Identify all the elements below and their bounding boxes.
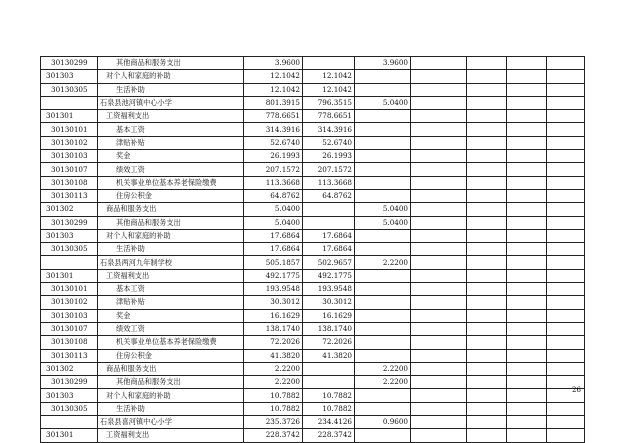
cell-empty xyxy=(467,296,507,309)
cell-total: 193.9548 xyxy=(244,283,303,296)
cell-project xyxy=(355,163,411,176)
cell-total: 12.1042 xyxy=(244,70,303,83)
cell-empty xyxy=(547,150,585,163)
cell-empty xyxy=(507,96,547,109)
cell-empty xyxy=(507,389,547,402)
cell-basic xyxy=(303,362,355,375)
cell-code: 301302 xyxy=(41,362,98,375)
cell-empty xyxy=(467,269,507,282)
cell-name: 津贴补贴 xyxy=(98,136,244,149)
cell-code: 30130103 xyxy=(41,150,98,163)
cell-project: 5.0400 xyxy=(355,216,411,229)
table-row xyxy=(41,389,585,402)
cell-empty xyxy=(467,110,507,123)
cell-empty xyxy=(411,123,467,136)
page-number: 26 xyxy=(572,386,581,394)
cell-code: 30130299 xyxy=(41,376,98,389)
cell-empty xyxy=(507,123,547,136)
cell-project xyxy=(355,83,411,96)
cell-code: 301301 xyxy=(41,429,98,442)
table-row xyxy=(41,322,585,335)
cell-name: 工资福利支出 xyxy=(98,110,244,123)
cell-empty xyxy=(411,70,467,83)
cell-empty xyxy=(467,150,507,163)
cell-code: 30130107 xyxy=(41,322,98,335)
cell-project xyxy=(355,349,411,362)
cell-empty xyxy=(507,176,547,189)
cell-basic: 17.6864 xyxy=(303,243,355,256)
cell-name: 绩效工资 xyxy=(98,322,244,335)
cell-project xyxy=(355,402,411,415)
cell-name: 生活补助 xyxy=(98,243,244,256)
cell-empty xyxy=(547,203,585,216)
cell-project xyxy=(355,70,411,83)
cell-empty xyxy=(547,229,585,242)
table-row xyxy=(41,110,585,123)
table-row xyxy=(41,349,585,362)
cell-basic: 193.9548 xyxy=(303,283,355,296)
cell-empty xyxy=(547,243,585,256)
cell-name: 基本工资 xyxy=(98,283,244,296)
cell-empty xyxy=(547,416,585,429)
cell-empty xyxy=(411,349,467,362)
cell-total: 12.1042 xyxy=(244,83,303,96)
table-row xyxy=(41,189,585,202)
cell-empty xyxy=(411,402,467,415)
cell-project xyxy=(355,322,411,335)
cell-empty xyxy=(467,336,507,349)
cell-project xyxy=(355,296,411,309)
table-row xyxy=(41,416,585,429)
cell-empty xyxy=(507,150,547,163)
cell-empty xyxy=(411,389,467,402)
cell-name: 其他商品和服务支出 xyxy=(98,57,244,70)
cell-empty xyxy=(547,256,585,269)
cell-empty xyxy=(507,376,547,389)
cell-name: 商品和服务支出 xyxy=(98,203,244,216)
cell-empty xyxy=(411,136,467,149)
cell-code: 30130102 xyxy=(41,296,98,309)
cell-empty xyxy=(507,296,547,309)
cell-basic: 796.3515 xyxy=(303,96,355,109)
cell-basic: 502.9657 xyxy=(303,256,355,269)
cell-empty xyxy=(467,389,507,402)
table-row xyxy=(41,163,585,176)
cell-empty xyxy=(411,163,467,176)
cell-empty xyxy=(507,229,547,242)
cell-empty xyxy=(467,402,507,415)
cell-project xyxy=(355,429,411,442)
cell-basic: 17.6864 xyxy=(303,229,355,242)
cell-total: 492.1775 xyxy=(244,269,303,282)
cell-empty xyxy=(411,229,467,242)
cell-empty xyxy=(467,163,507,176)
cell-empty xyxy=(467,189,507,202)
cell-total: 5.0400 xyxy=(244,216,303,229)
cell-empty xyxy=(547,336,585,349)
cell-basic: 113.3668 xyxy=(303,176,355,189)
cell-empty xyxy=(507,336,547,349)
cell-empty xyxy=(411,283,467,296)
cell-project: 3.9600 xyxy=(355,57,411,70)
cell-basic xyxy=(303,203,355,216)
cell-name: 对个人和家庭的补助 xyxy=(98,229,244,242)
cell-empty xyxy=(467,123,507,136)
cell-basic xyxy=(303,216,355,229)
cell-total: 778.6651 xyxy=(244,110,303,123)
table-row xyxy=(41,216,585,229)
cell-project: 0.9600 xyxy=(355,416,411,429)
cell-empty xyxy=(547,83,585,96)
cell-empty xyxy=(507,163,547,176)
cell-empty xyxy=(507,322,547,335)
cell-project xyxy=(355,309,411,322)
cell-empty xyxy=(411,110,467,123)
cell-empty xyxy=(467,229,507,242)
cell-empty xyxy=(547,349,585,362)
cell-basic: 72.2026 xyxy=(303,336,355,349)
cell-project: 2.2200 xyxy=(355,362,411,375)
cell-empty xyxy=(507,203,547,216)
cell-code: 30130101 xyxy=(41,283,98,296)
cell-name: 石泉县池河镇中心小学 xyxy=(98,96,244,109)
table-row xyxy=(41,243,585,256)
cell-project xyxy=(355,176,411,189)
cell-empty xyxy=(507,402,547,415)
cell-total: 17.6864 xyxy=(244,229,303,242)
cell-total: 26.1993 xyxy=(244,150,303,163)
cell-empty xyxy=(507,256,547,269)
cell-basic: 314.3916 xyxy=(303,123,355,136)
cell-empty xyxy=(507,57,547,70)
table-row xyxy=(41,229,585,242)
cell-empty xyxy=(507,243,547,256)
table-row xyxy=(41,57,585,70)
cell-empty xyxy=(467,243,507,256)
cell-empty xyxy=(467,176,507,189)
table-row xyxy=(41,269,585,282)
cell-name: 机关事业单位基本养老保险缴费 xyxy=(98,336,244,349)
cell-total: 801.3915 xyxy=(244,96,303,109)
cell-project xyxy=(355,269,411,282)
table-row xyxy=(41,376,585,389)
cell-total: 207.1572 xyxy=(244,163,303,176)
cell-empty xyxy=(411,256,467,269)
cell-code xyxy=(41,256,98,269)
cell-basic xyxy=(303,376,355,389)
cell-name: 生活补助 xyxy=(98,83,244,96)
cell-project: 2.2200 xyxy=(355,256,411,269)
cell-basic: 207.1572 xyxy=(303,163,355,176)
cell-project: 5.0400 xyxy=(355,96,411,109)
cell-code: 30130113 xyxy=(41,189,98,202)
cell-empty xyxy=(467,136,507,149)
cell-empty xyxy=(467,362,507,375)
cell-code: 30130113 xyxy=(41,349,98,362)
cell-empty xyxy=(547,216,585,229)
cell-empty xyxy=(467,416,507,429)
cell-empty xyxy=(547,269,585,282)
cell-code: 301303 xyxy=(41,389,98,402)
table-row xyxy=(41,136,585,149)
cell-basic: 234.4126 xyxy=(303,416,355,429)
cell-empty xyxy=(547,283,585,296)
table-row xyxy=(41,123,585,136)
cell-total: 30.3012 xyxy=(244,296,303,309)
table-row xyxy=(41,203,585,216)
table-row xyxy=(41,429,585,442)
cell-empty xyxy=(507,349,547,362)
cell-total: 16.1629 xyxy=(244,309,303,322)
cell-empty xyxy=(411,416,467,429)
cell-empty xyxy=(411,83,467,96)
cell-empty xyxy=(467,83,507,96)
cell-empty xyxy=(547,96,585,109)
cell-project xyxy=(355,136,411,149)
table-row xyxy=(41,176,585,189)
cell-code: 301303 xyxy=(41,70,98,83)
cell-basic: 138.1740 xyxy=(303,322,355,335)
cell-project xyxy=(355,110,411,123)
cell-project xyxy=(355,243,411,256)
cell-total: 10.7882 xyxy=(244,389,303,402)
table-row xyxy=(41,283,585,296)
cell-code: 30130305 xyxy=(41,83,98,96)
cell-empty xyxy=(411,376,467,389)
cell-total: 2.2200 xyxy=(244,376,303,389)
cell-code: 30130103 xyxy=(41,309,98,322)
cell-empty xyxy=(547,429,585,442)
cell-name: 商品和服务支出 xyxy=(98,362,244,375)
cell-empty xyxy=(467,322,507,335)
cell-basic: 41.3820 xyxy=(303,349,355,362)
cell-empty xyxy=(411,309,467,322)
table-row xyxy=(41,336,585,349)
cell-basic: 52.6740 xyxy=(303,136,355,149)
cell-basic: 30.3012 xyxy=(303,296,355,309)
table-row xyxy=(41,96,585,109)
table-row xyxy=(41,70,585,83)
cell-project: 2.2200 xyxy=(355,376,411,389)
cell-empty xyxy=(467,70,507,83)
cell-name: 工资福利支出 xyxy=(98,269,244,282)
cell-code xyxy=(41,96,98,109)
cell-name: 石泉县喜河镇中心小学 xyxy=(98,416,244,429)
cell-code: 301301 xyxy=(41,269,98,282)
cell-name: 住房公积金 xyxy=(98,349,244,362)
cell-project xyxy=(355,189,411,202)
cell-basic: 10.7882 xyxy=(303,402,355,415)
cell-empty xyxy=(547,70,585,83)
cell-project xyxy=(355,150,411,163)
cell-empty xyxy=(507,416,547,429)
cell-code: 30130299 xyxy=(41,57,98,70)
cell-project xyxy=(355,123,411,136)
table-body xyxy=(41,57,585,443)
cell-empty xyxy=(411,176,467,189)
cell-name: 奖金 xyxy=(98,309,244,322)
cell-empty xyxy=(547,136,585,149)
cell-name: 工资福利支出 xyxy=(98,429,244,442)
cell-code: 30130305 xyxy=(41,402,98,415)
cell-empty xyxy=(411,203,467,216)
cell-empty xyxy=(547,296,585,309)
cell-empty xyxy=(507,83,547,96)
cell-code: 30130102 xyxy=(41,136,98,149)
cell-empty xyxy=(547,322,585,335)
cell-empty xyxy=(547,402,585,415)
cell-code: 301302 xyxy=(41,203,98,216)
cell-empty xyxy=(411,189,467,202)
cell-empty xyxy=(411,322,467,335)
cell-empty xyxy=(467,57,507,70)
cell-empty xyxy=(507,216,547,229)
cell-total: 52.6740 xyxy=(244,136,303,149)
cell-empty xyxy=(467,203,507,216)
cell-empty xyxy=(411,243,467,256)
cell-empty xyxy=(467,96,507,109)
cell-total: 72.2026 xyxy=(244,336,303,349)
cell-project xyxy=(355,229,411,242)
cell-name: 机关事业单位基本养老保险缴费 xyxy=(98,176,244,189)
cell-total: 3.9600 xyxy=(244,57,303,70)
cell-total: 17.6864 xyxy=(244,243,303,256)
cell-name: 对个人和家庭的补助 xyxy=(98,389,244,402)
cell-code: 30130108 xyxy=(41,176,98,189)
cell-total: 113.3668 xyxy=(244,176,303,189)
cell-name: 津贴补贴 xyxy=(98,296,244,309)
cell-name: 其他商品和服务支出 xyxy=(98,216,244,229)
table-row xyxy=(41,150,585,163)
cell-empty xyxy=(547,57,585,70)
cell-basic xyxy=(303,57,355,70)
cell-empty xyxy=(507,429,547,442)
cell-empty xyxy=(547,163,585,176)
cell-basic: 12.1042 xyxy=(303,83,355,96)
cell-empty xyxy=(547,189,585,202)
cell-project: 5.0400 xyxy=(355,203,411,216)
cell-basic: 16.1629 xyxy=(303,309,355,322)
cell-total: 41.3820 xyxy=(244,349,303,362)
cell-name: 住房公积金 xyxy=(98,189,244,202)
cell-basic: 228.3742 xyxy=(303,429,355,442)
cell-total: 64.8762 xyxy=(244,189,303,202)
cell-code: 30130107 xyxy=(41,163,98,176)
table-row xyxy=(41,256,585,269)
cell-empty xyxy=(547,309,585,322)
cell-name: 生活补助 xyxy=(98,402,244,415)
cell-name: 石泉县两河九年制学校 xyxy=(98,256,244,269)
cell-total: 10.7882 xyxy=(244,402,303,415)
cell-total: 235.3726 xyxy=(244,416,303,429)
table-row xyxy=(41,309,585,322)
cell-total: 228.3742 xyxy=(244,429,303,442)
cell-empty xyxy=(507,189,547,202)
cell-empty xyxy=(411,429,467,442)
cell-basic: 778.6651 xyxy=(303,110,355,123)
cell-basic: 64.8762 xyxy=(303,189,355,202)
cell-empty xyxy=(411,57,467,70)
cell-empty xyxy=(411,216,467,229)
cell-basic: 12.1042 xyxy=(303,70,355,83)
cell-basic: 10.7882 xyxy=(303,389,355,402)
cell-empty xyxy=(547,123,585,136)
cell-basic: 26.1993 xyxy=(303,150,355,163)
cell-name: 奖金 xyxy=(98,150,244,163)
cell-total: 314.3916 xyxy=(244,123,303,136)
table-row xyxy=(41,296,585,309)
cell-code xyxy=(41,416,98,429)
cell-empty xyxy=(467,283,507,296)
cell-code: 30130305 xyxy=(41,243,98,256)
cell-total: 2.2200 xyxy=(244,362,303,375)
cell-empty xyxy=(507,309,547,322)
cell-empty xyxy=(547,110,585,123)
cell-empty xyxy=(507,110,547,123)
cell-empty xyxy=(411,336,467,349)
cell-empty xyxy=(467,376,507,389)
cell-empty xyxy=(547,176,585,189)
cell-empty xyxy=(467,309,507,322)
cell-project xyxy=(355,336,411,349)
cell-total: 5.0400 xyxy=(244,203,303,216)
table-row xyxy=(41,83,585,96)
table-row xyxy=(41,362,585,375)
cell-empty xyxy=(467,216,507,229)
cell-total: 505.1857 xyxy=(244,256,303,269)
cell-empty xyxy=(467,349,507,362)
cell-empty xyxy=(411,296,467,309)
cell-total: 138.1740 xyxy=(244,322,303,335)
table-row xyxy=(41,402,585,415)
cell-empty xyxy=(411,269,467,282)
cell-empty xyxy=(411,362,467,375)
cell-empty xyxy=(467,256,507,269)
cell-empty xyxy=(507,136,547,149)
cell-empty xyxy=(411,96,467,109)
cell-code: 301303 xyxy=(41,229,98,242)
cell-project xyxy=(355,283,411,296)
cell-empty xyxy=(467,429,507,442)
budget-table xyxy=(40,56,585,443)
cell-code: 30130108 xyxy=(41,336,98,349)
cell-name: 基本工资 xyxy=(98,123,244,136)
cell-project xyxy=(355,389,411,402)
cell-basic: 492.1775 xyxy=(303,269,355,282)
cell-name: 对个人和家庭的补助 xyxy=(98,70,244,83)
cell-name: 绩效工资 xyxy=(98,163,244,176)
cell-code: 30130299 xyxy=(41,216,98,229)
cell-empty xyxy=(507,283,547,296)
cell-empty xyxy=(507,362,547,375)
cell-empty xyxy=(547,362,585,375)
cell-name: 其他商品和服务支出 xyxy=(98,376,244,389)
cell-empty xyxy=(507,70,547,83)
cell-code: 30130101 xyxy=(41,123,98,136)
cell-empty xyxy=(411,150,467,163)
cell-empty xyxy=(507,269,547,282)
cell-code: 301301 xyxy=(41,110,98,123)
